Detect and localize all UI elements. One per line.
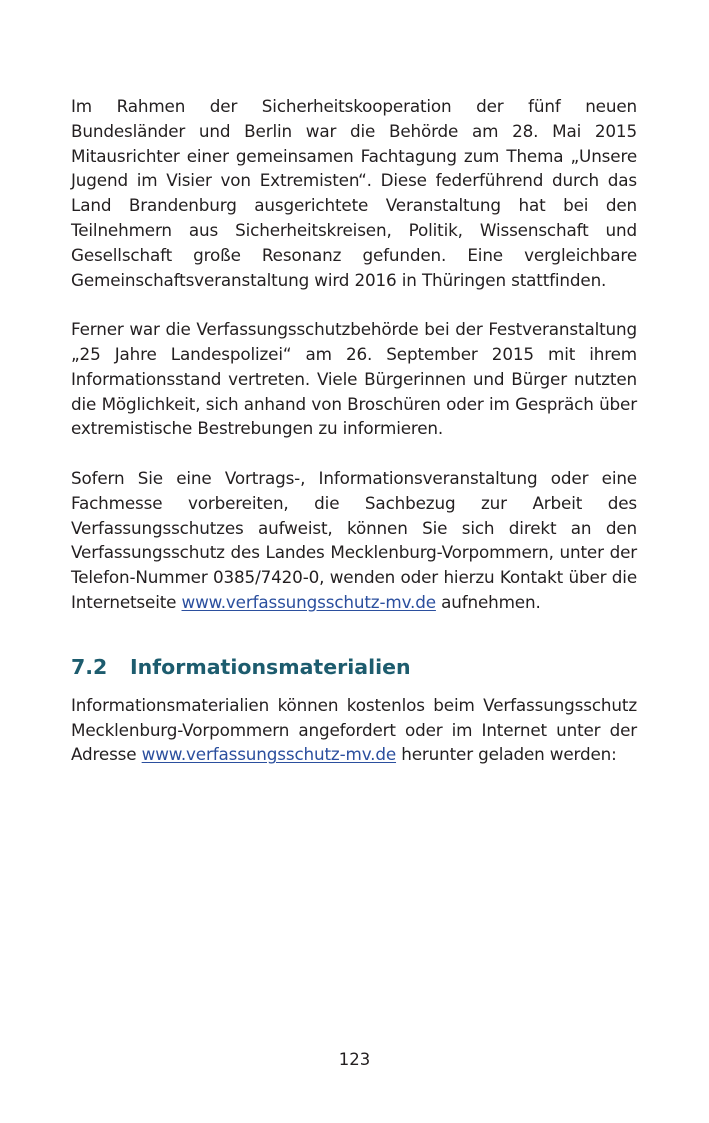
paragraph-vortragsveranstaltung	[71, 466, 637, 615]
paragraph-festveranstaltung: Ferner war die Verfassungsschutzbehörde bei der Festveranstaltung „25 Jahre Landespolizei“ am 26. September 2015 mit ihrem Informationsstand vertreten. Viele Bürgerinnen und Bürger nutzten die Möglichkeit, sich anhand von Broschüren oder im Gespräch über extremistische Bestrebungen zu informieren.	[71, 319, 637, 439]
paragraph-text-after-link: aufnehmen.	[435, 591, 541, 612]
page-content	[71, 94, 637, 767]
section-website-link[interactable]: www.verfassungsschutz-mv.de	[141, 744, 397, 765]
section-text-after-link: herunter geladen werden:	[396, 744, 617, 765]
section-number: 7.2	[71, 654, 108, 679]
website-link[interactable]: www.verfassungsschutz-mv.de	[181, 591, 436, 612]
paragraph-sicherheitskooperation: Im Rahmen der Sicherheitskooperation der fünf neuen Bundesländer und Berlin war die Behörde am 28. Mai 2015 Mitausrichter einer gemeinsamen Fachtagung zum Thema „Unsere Jugend im Visier von Extremisten“. Diese federführend durch das Land Brandenburg ausgerichtete Veranstaltung hat bei den Teilnehmern aus Sicherheitskreisen, Politik, Wissenschaft und Gesellschaft große Resonanz gefunden. Eine vergleichbare Gemeinschaftsveranstaltung wird 2016 in Thüringen stattfinden.	[71, 96, 637, 290]
paragraph-informationsmaterialien	[71, 693, 637, 767]
section-title: Informationsmaterialien	[130, 654, 411, 679]
section-text-before-link: Informationsmaterialien können kostenlos beim Verfassungsschutz Mecklenburg-Vorpommern angefordert oder im Internet unter der Adresse	[71, 694, 637, 765]
page-number: 123	[338, 1050, 371, 1069]
section-heading	[71, 653, 637, 681]
paragraph-text-before-link: Sofern Sie eine Vortrags-, Informationsveranstaltung oder eine Fachmesse vorbereiten, die Sachbezug zur Arbeit des Verfassungsschutzes aufweist, können Sie sich direkt an den Verfassungsschutz des Landes Mecklenburg-Vorpommern, unter der Telefon-Nummer 0385/7420-0, wenden oder hierzu Kontakt über die Internetseite	[71, 467, 637, 612]
